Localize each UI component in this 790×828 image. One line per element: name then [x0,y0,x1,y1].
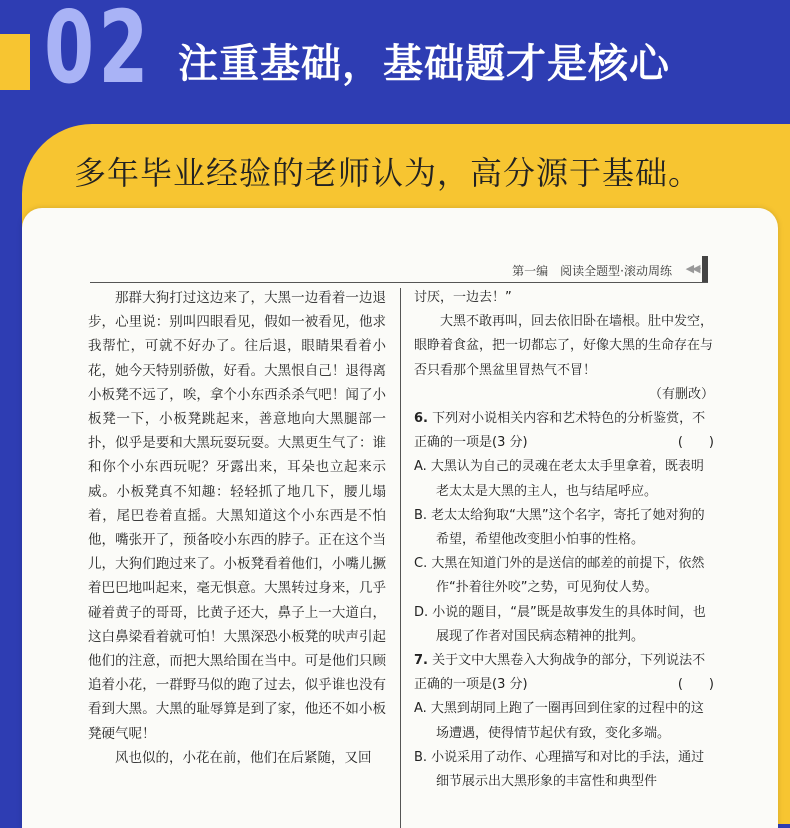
option-a: A. 大黑认为自己的灵魂在老太太手里拿着，既表明老太太是大黑的主人，也与结尾呼应。 [414,459,704,499]
headline: 注重基础，基础题才是核心 [178,41,670,87]
passage-continuation: 讨厌，一边去！” [414,290,512,305]
subheadline: 多年毕业经验的老师认为，高分源于基础。 [74,154,702,192]
book-page [22,208,778,828]
answer-blank: ( ) [677,677,714,693]
option-b: B. 老太太给狗取“大黑”这个名字，寄托了她对狗的希望，希望他改变胆小怕事的性格。 [414,507,705,548]
section-number: 02 [44,0,153,106]
passage-paragraph: 那群大狗打过这边来了，大黑一边看着一边退步，心里说：别叫四眼看见，假如一被看见，他求我帮忙，可就不好办了。往后退，眼睛果看着小花，她今天特别骄傲，好看。大黑恨自己！退得离小板凳不远了，唉，拿个小东西杀杀气吧！闻了小板凳一下，小板凳跳起来，善意地向大黑腿部一扑，似乎是要和大黑玩耍玩耍。大黑更生气了：谁和你个小东西玩呢？牙露出来，耳朵也立起来示威。小板凳真不知趣：轻轻抓了地几下，腰儿塌着，尾巴卷着直摇。大黑知道这个小东西是不怕他，嘴张开了，预备咬小东西的脖子。正在这个当儿，大狗们跑过来了。小板凳看着他们，小嘴儿撅着巴巴地叫起来，毫无惧意。大黑转过身来，几乎碰着黄子的哥哥，比黄子还大，鼻子上一大道白，这白鼻梁看着就可怕！大黑深恐小板凳的吠声引起他们的注意，而把大黑给围在当中。可是他们只顾追着小花，一群野马似的跑了过去，似乎谁也没有看到大黑。大黑的耻辱算是到了家，他还不如小板凳硬气呢！ [88,290,386,742]
arrows-icon: ◀◀· [685,262,700,275]
answer-blank: ( ) [677,435,714,451]
option-a: A. 大黑到胡同上跑了一圈再回到住家的过程中的这场遭遇，使得情节起伏有致，变化多端。 [414,701,704,741]
question-6 [414,407,714,649]
running-head-text: 第一编 阅读全题型·滚动周练 [512,264,672,278]
question-7 [414,649,714,794]
option-d: D. 小说的题目，“晨”既是故事发生的具体时间，也展现了作者对国民病态精神的批判。 [414,604,706,644]
question-text: 下列对小说相关内容和艺术特色的分析鉴赏，不正确的一项是(3 分) [414,411,706,451]
passage-paragraph: 风也似的，小花在前，他们在后紧随，又回 [115,749,372,766]
running-head [90,260,708,283]
option-b: B. 小说采用了动作、心理描写和对比的手法，通过细节展示出大黑形象的丰富性和典型件 [414,749,705,790]
column-divider [400,288,401,828]
right-column [414,286,714,794]
question-number: 6. [414,411,428,427]
yellow-accent-bar [0,34,30,90]
option-c: C. 大黑在知道门外的是送信的邮差的前提下，依然作“扑着往外咬”之势，可见狗仗人势。 [414,556,705,596]
passage-paragraph: 大黑不敢再叫，回去依旧卧在墙根。肚中发空，眼睁着食盆，把一切都忘了，好像大黑的生命存在与否只看那个黑盆里冒热气不冒！ [414,314,714,378]
question-number: 7. [414,653,428,669]
attribution: （有删改） [648,386,714,402]
left-column [88,286,386,770]
question-text: 关于文中大黑卷入大狗战争的部分，下列说法不正确的一项是(3 分) [414,653,706,693]
page-edge-bar [702,256,708,282]
